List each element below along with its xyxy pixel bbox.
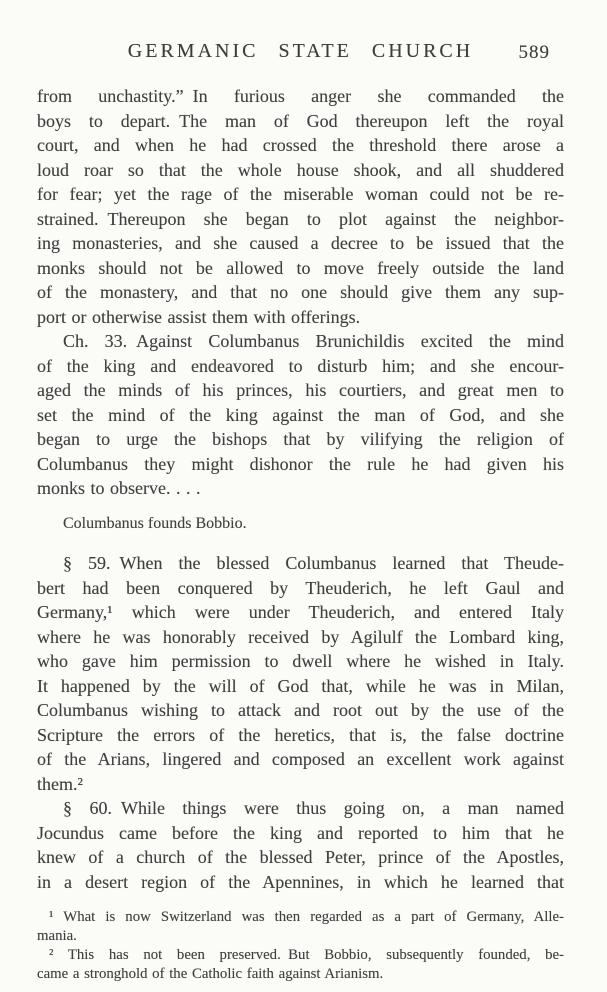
text-line: Jocundus came before the king and reported to him that he bbox=[37, 822, 564, 843]
text-line: aged the minds of his princes, his courtiers, and great men to bbox=[37, 380, 564, 400]
page-number: 589 bbox=[518, 42, 550, 63]
text-line: began to urge the bishops that by vilifying the religion of bbox=[37, 429, 564, 449]
text-line: § 59. When the blessed Columbanus learned that Theude- bbox=[63, 553, 564, 573]
text-line: strained. Thereupon she began to plot against the neighbor- bbox=[37, 208, 564, 229]
section-side-heading: Columbanus founds Bobbio. bbox=[63, 514, 247, 532]
text-line: for fear; yet the rage of the miserable woman could not be re- bbox=[37, 184, 564, 204]
footnote-2 bbox=[37, 946, 564, 984]
page-body bbox=[37, 84, 564, 984]
footnote-line: came a stronghold of the Catholic faith against Arianism. bbox=[37, 966, 384, 982]
text-line: boys to depart. The man of God thereupon left the royal bbox=[37, 110, 564, 131]
footnote-line: ¹ What is now Switzerland was then regarded as a part of Germany, Alle- bbox=[49, 909, 564, 925]
text-line: It happened by the will of God that, while he was in Milan, bbox=[37, 675, 564, 696]
footnotes bbox=[37, 908, 564, 984]
footnote-line: ² This has not been preserved. But Bobbio, subsequently founded, be- bbox=[49, 947, 564, 963]
text-line: from unchastity.” In furious anger she commanded the bbox=[37, 86, 564, 106]
paragraph-ch-33 bbox=[37, 329, 564, 501]
text-line: in a desert region of the Apennines, in which he learned that bbox=[37, 871, 564, 892]
paragraph-section-60 bbox=[37, 796, 564, 894]
text-line: who gave him permission to dwell where he wished in Italy. bbox=[37, 651, 564, 671]
text-line: port or otherwise assist them with offerings. bbox=[37, 306, 361, 327]
page-title: GERMANIC STATE CHURCH bbox=[127, 40, 474, 62]
paragraph-section-59 bbox=[37, 551, 564, 796]
text-line: bert had been conquered by Theuderich, he left Gaul and bbox=[37, 577, 564, 598]
running-head bbox=[37, 40, 564, 66]
footnote-line: mania. bbox=[37, 928, 77, 944]
text-line: Germany,¹ which were under Theuderich, and entered Italy bbox=[37, 602, 564, 622]
text-line: monks should not be allowed to move freely outside the land bbox=[37, 257, 564, 278]
text-line: of the king and endeavored to disturb him; and she encour- bbox=[37, 355, 564, 376]
text-line: Columbanus they might dishonor the rule he had given his bbox=[37, 453, 564, 474]
text-line: loud roar so that the whole house shook, and all shuddered bbox=[37, 159, 564, 180]
paragraph-continuation bbox=[37, 84, 564, 329]
text-line: Columbanus wishing to attack and root out by the use of the bbox=[37, 700, 564, 720]
text-line: knew of a church of the blessed Peter, prince of the Apostles, bbox=[37, 847, 564, 867]
text-line: Scripture the errors of the heretics, that is, the false doctrine bbox=[37, 724, 564, 745]
text-line: § 60. While things were thus going on, a man named bbox=[63, 798, 564, 818]
text-line: of the monastery, and that no one should give them any sup- bbox=[37, 282, 564, 302]
text-line: monks to observe. . . . bbox=[37, 478, 201, 498]
text-line: set the mind of the king against the man of God, and she bbox=[37, 404, 564, 425]
text-line: where he was honorably received by Agilulf the Lombard king, bbox=[37, 626, 564, 647]
footnote-1 bbox=[37, 908, 564, 946]
text-line: ing monasteries, and she caused a decree to be issued that the bbox=[37, 233, 564, 253]
text-line: them.² bbox=[37, 773, 83, 794]
text-line: court, and when he had crossed the threshold there arose a bbox=[37, 135, 564, 155]
text-line: Ch. 33. Against Columbanus Brunichildis excited the mind bbox=[63, 331, 564, 351]
text-line: of the Arians, lingered and composed an excellent work against bbox=[37, 749, 564, 769]
